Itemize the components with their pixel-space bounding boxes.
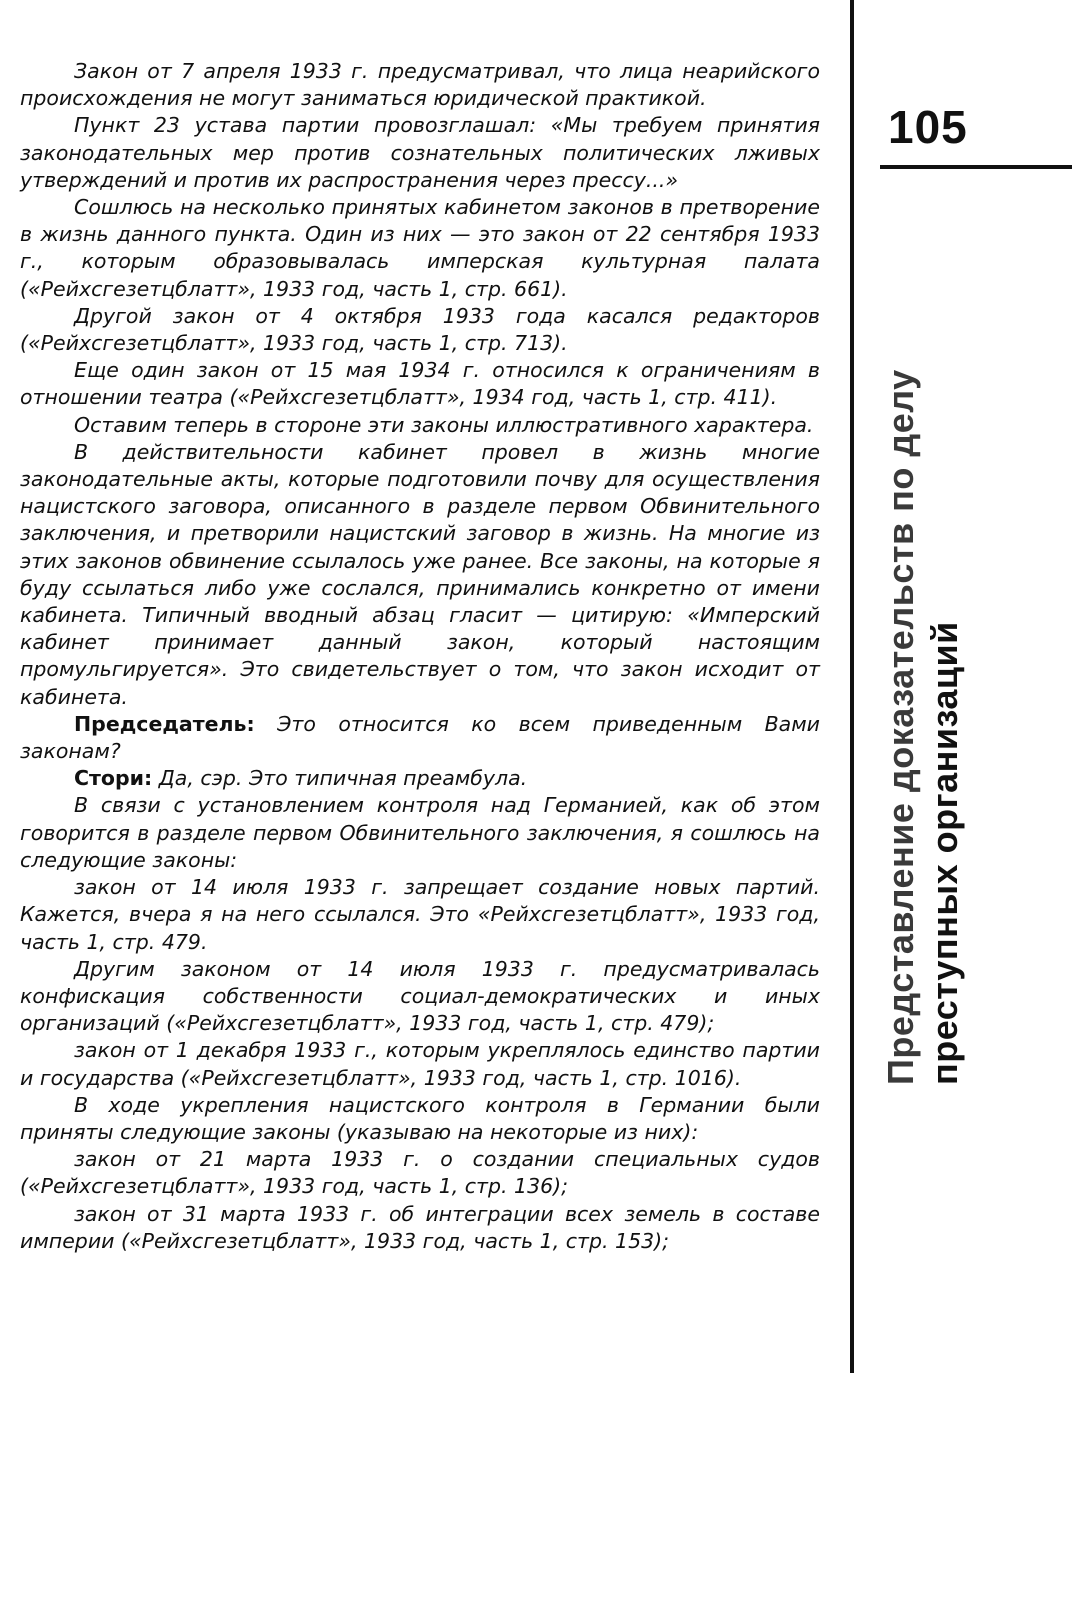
- running-title-line-1: Представление доказательств по делу: [880, 369, 921, 1085]
- dialogue-paragraph: [20, 711, 820, 765]
- paragraph: Оставим теперь в стороне эти законы иллюстративного характера.: [74, 412, 814, 437]
- body-text: [20, 58, 820, 1255]
- page-number: 105: [888, 101, 968, 153]
- paragraph: закон от 1 декабря 1933 г., которым укреплялось единство партии и государства («Рейхсгезетцблатт», 1933 год, часть 1, стр. 1016).: [20, 1038, 820, 1090]
- paragraph: закон от 21 марта 1933 г. о создании специальных судов («Рейхсгезетцблатт», 1933 год, часть 1, стр. 136);: [20, 1147, 820, 1199]
- running-title-line-2: преступных организаций: [924, 621, 965, 1085]
- speaker-name: Стори:: [74, 766, 153, 791]
- paragraph: Еще один закон от 15 мая 1934 г. относился к ограничениям в отношении театра («Рейхсгезетцблатт», 1934 год, часть 1, стр. 411).: [20, 358, 820, 410]
- speaker-name: Председатель:: [74, 711, 255, 736]
- paragraph: закон от 14 июля 1933 г. запрещает создание новых партий. Кажется, вчера я на него ссылался. Это «Рейхсгезетцблатт», 1933 год, часть 1, стр. 479.: [20, 875, 820, 954]
- paragraph: Пункт 23 устава партии провозглашал: «Мы требуем принятия законодательных мер против сознательных политических лживых утверждений и против их распространения через прессу...»: [20, 113, 820, 192]
- paragraph: В действительности кабинет провел в жизнь многие законодательные акты, которые подготовили почву для осуществления нацистского заговора, описанного в разделе первом Обвинительного заключения, и претворили нацистский заговор в жизнь. На многие из этих законов обвинение ссылалось уже ранее. Все законы, на которые я буду ссылаться либо уже сослался, принимались конкретно от имени кабинета. Типичный вводный абзац гласит — цитирую: «Имперский кабинет принимает данный закон, который настоящим промульгируется». Это свидетельствует о том, что закон исходит от кабинета.: [20, 439, 820, 709]
- page-number-underline: [880, 165, 1072, 169]
- paragraph: Другой закон от 4 октября 1933 года касался редакторов («Рейхсгезетцблатт», 1933 год, часть 1, стр. 713).: [20, 303, 820, 356]
- speech-text: Да, сэр. Это типичная преамбула.: [152, 766, 528, 791]
- paragraph: Закон от 7 апреля 1933 г. предусматривал, что лица неарийского происхождения не могут заниматься юридической практикой.: [20, 59, 820, 111]
- speech-text: Это относится ко всем приведенным Вами законам?: [20, 711, 820, 764]
- paragraph: Другим законом от 14 июля 1933 г. предусматривалась конфискация собственности социал-демократических и иных организаций («Рейхсгезетцблатт», 1933 год, часть 1, стр. 479);: [20, 956, 820, 1036]
- vertical-rule: [850, 0, 854, 1373]
- running-title: [880, 185, 966, 1085]
- paragraph: В связи с установлением контроля над Германией, как об этом говорится в разделе первом Обвинительного заключения, я сошлюсь на следующие законы:: [20, 793, 820, 872]
- paragraph: В ходе укрепления нацистского контроля в Германии были приняты следующие законы (указываю на некоторые из них):: [20, 1092, 820, 1144]
- paragraph: Сошлюсь на несколько принятых кабинетом законов в претворение в жизнь данного пункта. Один из них — это закон от 22 сентября 1933 г., которым образовывалась имперская культурная палата («Рейхсгезетцблатт», 1933 год, часть 1, стр. 661).: [20, 195, 820, 301]
- paragraph: закон от 31 марта 1933 г. об интеграции всех земель в составе империи («Рейхсгезетцблатт», 1933 год, часть 1, стр. 153);: [20, 1201, 820, 1253]
- dialogue-paragraph: [20, 765, 820, 792]
